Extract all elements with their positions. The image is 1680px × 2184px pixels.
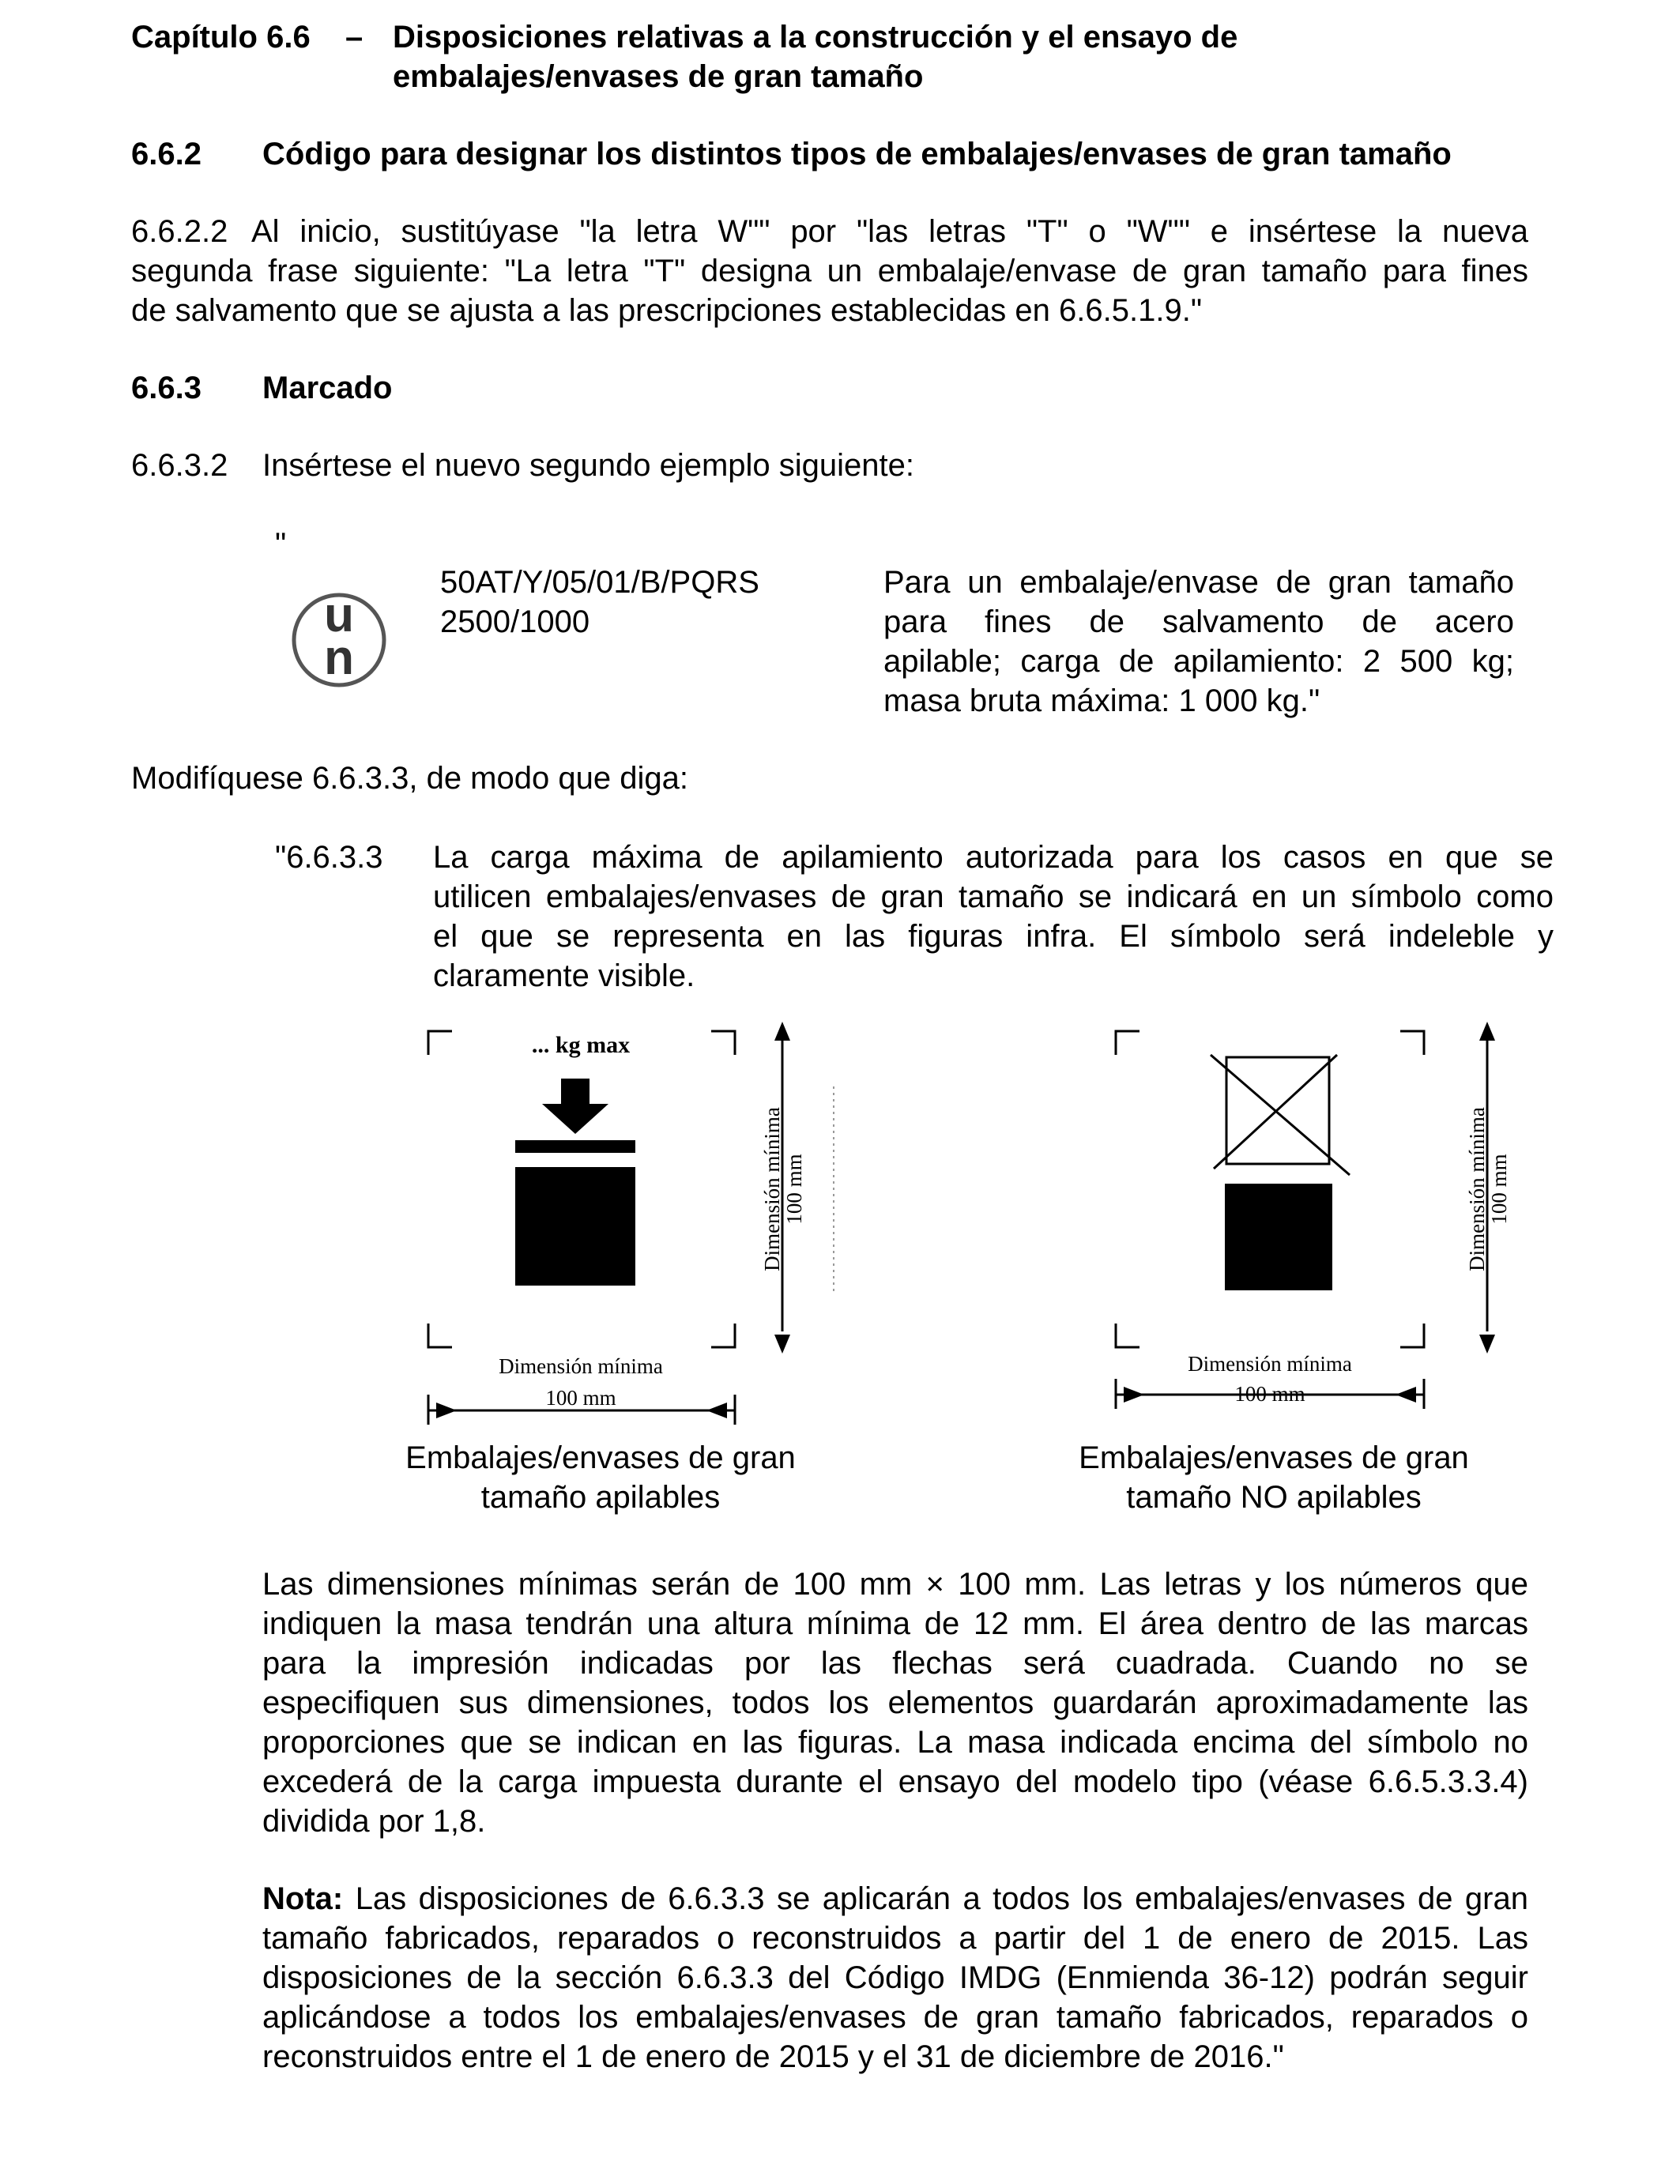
downward-load-arrow	[542, 1079, 608, 1134]
para-6633-number: "6.6.3.3	[275, 840, 383, 875]
note-line3: disposiciones de la sección 6.6.3.3 del Código IMDG (Enmienda 36-12) podrán seguir	[262, 1960, 1528, 1995]
section-662-number: 6.6.2	[131, 137, 202, 171]
stackable-caption-line1: Embalajes/envases de gran	[405, 1440, 796, 1475]
horizontal-dimension-label-line1: Dimensión mínima	[499, 1354, 663, 1378]
chapter-title-line2: embalajes/envases de gran tamaño	[393, 59, 924, 94]
example-desc-line1: Para un embalaje/envase de gran tamaño	[883, 565, 1514, 600]
example-code-line1: 50AT/Y/05/01/B/PQRS	[440, 565, 759, 600]
example-desc-line2: para fines de salvamento de acero	[883, 604, 1514, 639]
non-stackable-caption-line2: tamaño NO apilables	[1126, 1480, 1422, 1515]
dimensions-para-line3: para la impresión indicadas por las flechas será cuadrada. Cuando no se	[262, 1646, 1528, 1681]
section-662-title: Código para designar los distintos tipos de embalajes/envases de gran tamaño	[262, 137, 1452, 171]
para-6633-line4: claramente visible.	[433, 958, 695, 993]
note-line1-text: Las disposiciones de 6.6.3.3 se aplicarán a todos los embalajes/envases de gran	[355, 1881, 1528, 1916]
un-symbol-letter-n: n	[324, 631, 354, 685]
para-6633-line1: La carga máxima de apilamiento autorizada para los casos en que se	[433, 840, 1554, 875]
example-desc-line4: masa bruta máxima: 1 000 kg."	[883, 683, 1320, 718]
example-code-line2: 2500/1000	[440, 604, 590, 639]
package-square	[1225, 1184, 1332, 1290]
un-packaging-symbol	[290, 588, 388, 689]
vertical-dimension-label-line2: 100 mm	[1487, 1154, 1511, 1225]
note-line4: aplicándose a todos los embalajes/envases de gran tamaño fabricados, reparados o	[262, 2000, 1528, 2035]
para-6622-line2: segunda frase siguiente: "La letra "T" designa un embalaje/envase de gran tamaño para fines	[131, 254, 1528, 288]
non-stackable-ibc-symbol-figure	[1084, 992, 1558, 1446]
section-663-number: 6.6.3	[131, 371, 202, 405]
example-open-quote: "	[275, 527, 287, 562]
note-line1	[262, 1879, 1528, 1919]
dimensions-para-line1: Las dimensiones mínimas serán de 100 mm × 100 mm. Las letras y los números que	[262, 1567, 1528, 1602]
chapter-dash: –	[345, 20, 363, 55]
para-6633-line3: el que se representa en las figuras infra. El símbolo será indeleble y	[433, 919, 1554, 954]
note-label: Nota:	[262, 1881, 344, 1916]
stackable-ibc-symbol-figure	[387, 992, 1098, 1446]
dimensions-para-line2: indiquen la masa tendrán una altura mínima de 12 mm. El área dentro de las marcas	[262, 1606, 1528, 1641]
para-6633-line2: utilicen embalajes/envases de gran tamaño se indicará en un símbolo como	[433, 879, 1554, 914]
para-6632-number: 6.6.3.2	[131, 448, 228, 483]
vertical-dimension-label-line1: Dimensión mínima	[760, 1107, 784, 1271]
para-6622-number: 6.6.2.2	[131, 214, 228, 249]
non-stackable-caption-line1: Embalajes/envases de gran	[1079, 1440, 1469, 1475]
package-square	[515, 1167, 635, 1286]
load-bar	[515, 1140, 635, 1153]
horizontal-dimension-label-line2: 100 mm	[545, 1386, 616, 1410]
dimensions-para-line4: especifiquen sus dimensiones, todos los elementos guardarán aproximadamente las	[262, 1685, 1528, 1720]
section-663-title: Marcado	[262, 371, 393, 405]
chapter-label: Capítulo 6.6	[131, 20, 311, 55]
kg-max-label: ... kg max	[531, 1032, 631, 1058]
vertical-dimension-label-line2: 100 mm	[782, 1154, 806, 1225]
note-line5: reconstruidos entre el 1 de enero de 2015 y el 31 de diciembre de 2016."	[262, 2039, 1284, 2074]
para-6622-line3: de salvamento que se ajusta a las prescripciones establecidas en 6.6.5.1.9."	[131, 293, 1203, 328]
horizontal-dimension-label-line1: Dimensión mínima	[1188, 1352, 1352, 1376]
para-6622-line1: Al inicio, sustitúyase "la letra W"" por "las letras "T" o "W"" e insértese la nueva	[251, 214, 1528, 249]
dimensions-para-line7: dividida por 1,8.	[262, 1804, 486, 1839]
para-6632-text: Insértese el nuevo segundo ejemplo siguiente:	[262, 448, 914, 483]
modify-instruction: Modifíquese 6.6.3.3, de modo que diga:	[131, 761, 688, 796]
horizontal-dimension-label-line2: 100 mm	[1234, 1382, 1305, 1406]
dimensions-para-line6: excederá de la carga impuesta durante el ensayo del modelo tipo (véase 6.6.5.3.3.4)	[262, 1764, 1528, 1799]
chapter-title-line1: Disposiciones relativas a la construcción y el ensayo de	[393, 20, 1238, 55]
example-desc-line3: apilable; carga de apilamiento: 2 500 kg;	[883, 644, 1514, 679]
un-symbol-letter-u: u	[324, 588, 354, 642]
vertical-dimension-label-line1: Dimensión mínima	[1465, 1107, 1489, 1271]
note-line2: tamaño fabricados, reparados o reconstruidos a partir del 1 de enero de 2015. Las	[262, 1921, 1528, 1956]
stackable-caption-line2: tamaño apilables	[480, 1480, 721, 1515]
dimensions-para-line5: proporciones que se indican en las figuras. La masa indicada encima del símbolo no	[262, 1725, 1528, 1760]
